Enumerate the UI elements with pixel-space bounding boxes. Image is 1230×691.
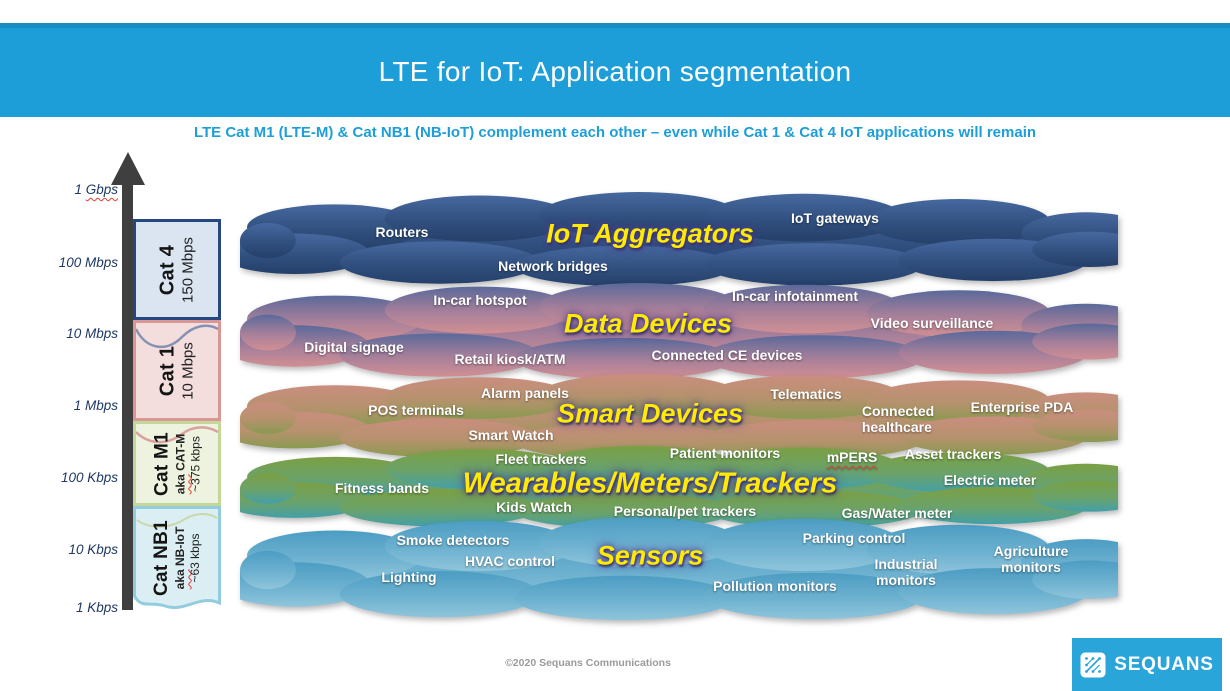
- wearables-meters-trackers-item-gas-water-meter: Gas/Water meter: [841, 504, 953, 521]
- smart-devices-item-connected-healthcare: Connected healthcare: [861, 402, 935, 435]
- cat4-name: Cat 4: [156, 244, 179, 295]
- sensors-item-parking-control: Parking control: [802, 529, 906, 546]
- category-box-cat1: [133, 320, 221, 421]
- sensors-item-smoke-detectors: Smoke detectors: [396, 531, 510, 548]
- iot-aggregators-item-routers: Routers: [375, 223, 429, 240]
- catnb1-rate: ~63 kbps: [187, 533, 202, 583]
- iot-aggregators-title: IoT Aggregators: [546, 218, 754, 249]
- header-bar: [0, 23, 1230, 117]
- catm1-rate: ~375 kbps: [187, 435, 202, 492]
- axis-tick: 1 Kbps: [75, 600, 118, 615]
- cloud-iot-aggregators: [240, 192, 1118, 289]
- data-devices-item-in-car-infotainment: In-car infotainment: [731, 287, 859, 304]
- sensors-item-agriculture-monitors: Agriculture monitors: [993, 542, 1069, 575]
- smart-devices-item-pos-terminals: POS terminals: [368, 401, 464, 418]
- wearables-meters-trackers-item-electric-meter: Electric meter: [943, 471, 1037, 488]
- axis-line: [122, 180, 133, 610]
- category-box-catnb1: [133, 506, 221, 620]
- sensors-item-pollution-monitors: Pollution monitors: [713, 577, 837, 594]
- data-devices-item-retail-kiosk-atm: Retail kiosk/ATM: [454, 350, 566, 367]
- axis-tick: 100 Kbps: [60, 470, 118, 485]
- iot-aggregators-item-iot-gateways: IoT gateways: [791, 209, 879, 226]
- smart-devices-item-alarm-panels: Alarm panels: [481, 384, 569, 401]
- axis-tick: 10 Kbps: [68, 542, 118, 557]
- sensors-title: Sensors: [596, 540, 704, 571]
- wearables-meters-trackers-item-asset-trackers: Asset trackers: [904, 445, 1002, 462]
- smart-devices-title: Smart Devices: [556, 398, 744, 429]
- page-title: LTE for IoT: Application segmentation: [378, 56, 852, 87]
- axis-tick: 1 Gbps: [74, 182, 118, 197]
- sensors-item-hvac-control: HVAC control: [465, 552, 555, 569]
- data-devices-item-connected-ce-devices: Connected CE devices: [651, 346, 803, 363]
- sensors-item-lighting: Lighting: [381, 568, 437, 585]
- subtitle: LTE Cat M1 (LTE-M) & Cat NB1 (NB-IoT) complement each other – even while Cat 1 & Cat 4 IoT applications will remain: [193, 124, 1037, 141]
- catm1-alias: aka CAT-M: [173, 433, 188, 494]
- data-devices-item-in-car-hotspot: In-car hotspot: [433, 291, 527, 308]
- data-devices-item-video-surveillance: Video surveillance: [870, 314, 994, 331]
- wearables-meters-trackers-item-kids-watch: Kids Watch: [496, 498, 572, 515]
- cat4-rate: 150 Mbps: [179, 236, 197, 303]
- cloud-data-devices: [240, 283, 1118, 382]
- footer-copyright: ©2020 Sequans Communications: [505, 657, 671, 669]
- wearables-meters-trackers-item-fitness-bands: Fitness bands: [334, 479, 430, 496]
- axis-tick: 100 Mbps: [58, 255, 118, 270]
- smart-devices-item-enterprise-pda: Enterprise PDA: [970, 398, 1074, 415]
- catnb1-name: Cat NB1: [151, 520, 173, 597]
- cat1-name: Cat 1: [156, 345, 179, 396]
- sequans-logo-text: SEQUANS: [1114, 653, 1214, 675]
- wearables-meters-trackers-item-personal-pet-trackers: Personal/pet trackers: [613, 502, 757, 519]
- iot-aggregators-item-network-bridges: Network bridges: [498, 257, 608, 274]
- sequans-logo: [1072, 638, 1222, 691]
- axis-tick: 10 Mbps: [66, 326, 118, 341]
- wearables-meters-trackers-item-mpers: mPERS: [826, 448, 878, 465]
- data-devices-item-digital-signage: Digital signage: [304, 338, 404, 355]
- sensors-item-industrial-monitors: Industrial monitors: [874, 555, 938, 588]
- category-box-catm1: [133, 421, 221, 506]
- axis-tick: 1 Mbps: [73, 398, 118, 413]
- cloud-sensors: [240, 517, 1118, 623]
- wearables-meters-trackers-item-fleet-trackers: Fleet trackers: [495, 450, 587, 467]
- wearables-meters-trackers-item-patient-monitors: Patient monitors: [669, 444, 781, 461]
- sequans-logo-icon: [1080, 652, 1106, 678]
- cat1-rate: 10 Mbps: [179, 341, 197, 400]
- data-devices-title: Data Devices: [563, 308, 733, 339]
- wearables-meters-trackers-title: Wearables/Meters/Trackers: [462, 467, 838, 500]
- catm1-name: Cat M1: [151, 431, 173, 496]
- catnb1-alias: aka NB-IoT: [173, 527, 188, 590]
- smart-devices-item-telematics: Telematics: [770, 385, 842, 402]
- smart-devices-item-smart-watch: Smart Watch: [468, 426, 554, 443]
- category-box-cat4: [133, 219, 221, 320]
